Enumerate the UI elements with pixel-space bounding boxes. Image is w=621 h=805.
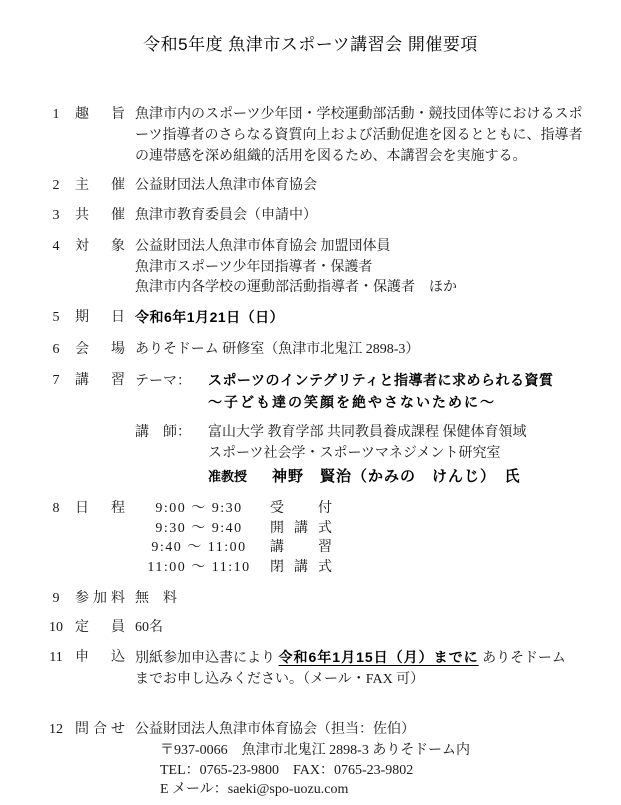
item-capacity: [44, 617, 605, 638]
target-line: 魚津市スポーツ少年団指導者・保護者: [135, 259, 373, 275]
item-label: 日 程: [75, 501, 125, 516]
theme-label: テーマ：: [135, 374, 191, 389]
theme-subtitle-row: [135, 392, 605, 414]
item-number: 10: [49, 620, 63, 635]
schedule-activity: 講 習: [270, 540, 332, 555]
schedule-time: 9:40 ～ 11:00: [151, 540, 247, 555]
purpose-line: 魚津市内のスポーツ少年団・学校運動部活動・競技団体等におけるスポ: [135, 107, 583, 122]
item-label: 申 込: [75, 650, 125, 665]
contact-email: E メール：saeki@spo-uozu.com: [160, 782, 349, 797]
theme-title: スポーツのインテグリティと指導者に求められる資質: [208, 372, 554, 388]
item-label: 趣 旨: [75, 107, 125, 122]
item-number: 12: [49, 722, 63, 737]
item-number: 11: [49, 650, 63, 665]
item-course: [44, 370, 605, 488]
lecturer-name: 神野 賢治（かみの けんじ） 氏: [272, 468, 521, 485]
item-number: 3: [52, 208, 60, 223]
lecturer-lab: スポーツ社会学・スポーツマネジメント研究室: [208, 446, 501, 461]
item-number: 9: [52, 591, 60, 606]
capacity-value: 60名: [135, 620, 163, 635]
schedule-activity: 開 講 式: [270, 520, 332, 536]
item-label: 講 習: [75, 373, 125, 388]
item-target: [44, 237, 605, 299]
item-content: [135, 370, 605, 488]
schedule-activity: 受 付: [270, 501, 332, 516]
application-pre: 別紙参加申込書により: [135, 651, 279, 666]
application-line-2: までお申し込みください。（メール・FAX 可）: [135, 672, 425, 687]
item-label: 参 加 料: [75, 591, 125, 606]
target-line: 魚津市内各学校の運動部活動指導者・保護者 ほか: [135, 280, 457, 295]
item-date: [44, 307, 605, 329]
co-organizer-name: 魚津市教育委員会（申請中）: [135, 208, 317, 223]
item-content: [135, 205, 605, 226]
item-content: [135, 237, 605, 299]
item-organizer: [44, 175, 605, 196]
item-content: [135, 617, 605, 638]
item-label: 会 場: [75, 342, 125, 357]
lecturer-affiliation: 富山大学 教育学部 共同教員養成課程 保健体育領域: [208, 425, 527, 440]
item-co-organizer: [44, 205, 605, 226]
lecturer-lab-row: [135, 443, 605, 464]
item-application: [44, 647, 605, 690]
application-deadline: 令和6年1月15日（月）までに: [278, 649, 479, 665]
event-date: 令和6年1月21日（日）: [135, 309, 285, 325]
item-content: [135, 175, 605, 196]
item-label: 定 員: [75, 620, 125, 635]
item-label: 期 日: [75, 310, 125, 325]
application-line-1: [135, 647, 605, 669]
lecturer-title: 准教授: [208, 469, 248, 484]
item-label: 問 合 せ: [75, 722, 125, 737]
schedule-row: [135, 538, 605, 558]
fee-value: 無 料: [135, 591, 177, 606]
item-number: 1: [52, 107, 60, 122]
purpose-line: の連帯感を深め組織的活用を図るため、本講習会を実施する。: [135, 149, 527, 164]
item-number: 2: [52, 178, 60, 193]
item-content: [135, 307, 605, 329]
item-content: [135, 719, 605, 800]
item-number: 4: [52, 239, 60, 254]
schedule-time: 9:00 ～ 9:30: [155, 501, 243, 516]
item-number: 8: [52, 501, 60, 516]
schedule-activity: 閉 講 式: [270, 559, 332, 575]
item-content: [135, 104, 605, 167]
schedule-time: 11:00 ～ 11:10: [147, 559, 251, 575]
item-venue: [44, 339, 605, 360]
item-schedule: [44, 499, 605, 577]
venue-name: ありそドーム 研修室（魚津市北鬼江 2898-3）: [135, 342, 420, 357]
item-label: 対 象: [75, 239, 125, 254]
contact-organization: 公益財団法人魚津市体育協会（担当：佐伯）: [135, 722, 415, 737]
item-label: 主 催: [75, 178, 125, 193]
item-content: [135, 339, 605, 360]
contact-postal-address: 〒937-0066 魚津市北鬼江 2898-3 ありそドーム内: [160, 743, 471, 758]
schedule-time: 9:30 ～ 9:40: [155, 520, 243, 536]
organizer-name: 公益財団法人魚津市体育協会: [135, 178, 317, 193]
schedule-table: [135, 499, 605, 577]
target-line: 公益財団法人魚津市体育協会 加盟団体員: [135, 239, 391, 254]
schedule-row: [135, 519, 605, 539]
page-title: 令和5年度 魚津市スポーツ講習会 開催要項: [143, 35, 478, 54]
theme-row: [135, 370, 605, 392]
item-fee: [44, 588, 605, 609]
item-label: 共 催: [75, 208, 125, 223]
lecturer-row: [135, 422, 605, 443]
lecturer-label: 講 師：: [135, 425, 191, 440]
application-post: ありそドーム: [478, 651, 566, 666]
item-contact: [44, 719, 605, 800]
item-number: 7: [52, 373, 60, 388]
purpose-line: ーツ指導者のさらなる資質向上および活動促進を図るとともに、指導者: [135, 128, 583, 143]
item-number: 6: [52, 342, 60, 357]
item-purpose: [44, 104, 605, 167]
item-number: 5: [52, 310, 60, 325]
lecturer-name-row: [135, 466, 605, 488]
schedule-row: [135, 558, 605, 578]
schedule-row: [135, 499, 605, 519]
contact-tel-fax: TEL：0765-23-9800 FAX：0765-23-9802: [160, 762, 414, 778]
contact-address-block: [160, 741, 605, 800]
item-content: [135, 588, 605, 609]
item-content: [135, 647, 605, 690]
theme-subtitle: ～子ども達の笑顔を絶やさないために～: [208, 394, 496, 410]
